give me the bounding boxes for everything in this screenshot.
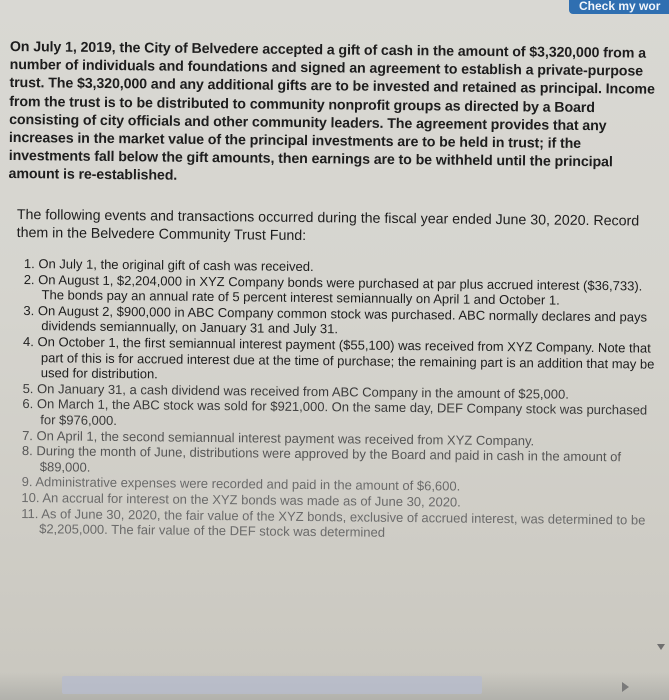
event-item: 4. On October 1, the first semiannual interest payment ($55,100) was received from XYZ Company. Note that part of this is for accrued interest due at the time of purchase; the remaining part is an addition that may be used for distribution. — [23, 333, 655, 382]
event-item: 10. An accrual for interest on the XYZ bonds was made as of June 30, 2020. — [21, 489, 461, 510]
event-item: 3. On August 2, $900,000 in ABC Company common stock was purchased. ABC normally declares and pays dividends semiannually, on January 31 and July 31. — [23, 302, 648, 337]
next-arrow-icon[interactable] — [622, 682, 629, 692]
event-item: 1. On July 1, the original gift of cash was received. — [23, 256, 314, 275]
event-item: 8. During the month of June, distributions were approved by the Board and paid in cash in the amount of $89,000. — [21, 443, 622, 475]
problem-question: The following events and transactions occurred during the fiscal year ended June 30, 2020. Record them in the Belvedere Community Trust Fund: — [16, 206, 640, 244]
event-item: 6. On March 1, the ABC stock was sold for $921,000. On the same day, DEF Company stock was purchased for $976,000. — [22, 396, 648, 428]
event-item: 9. Administrative expenses were recorded and paid in the amount of $6,600. — [21, 474, 461, 494]
event-item: 5. On January 31, a cash dividend was received from ABC Company in the amount of $25,000. — [22, 380, 569, 402]
problem-text — [8, 38, 660, 540]
event-item: 2. On August 1, $2,204,000 in XYZ Company bonds were purchased at par plus accrued interest ($36,733). The bonds pay an annual rate of 5 percent interest semiannually on April 1 and October 1. — [23, 271, 643, 308]
event-item: 7. On April 1, the second semiannual interest payment was received from XYZ Company. — [22, 427, 535, 448]
bottom-input-field[interactable] — [62, 676, 482, 694]
event-item: 11. As of June 30, 2020, the fair value of the XYZ bonds, exclusive of accrued interest, was determined to be $2,205,000. The fair value of the DEF stock was determined — [21, 505, 646, 540]
event-list — [21, 256, 660, 543]
bottom-bar — [0, 672, 669, 700]
check-my-work-button[interactable]: Check my wor — [569, 0, 669, 14]
problem-intro: On July 1, 2019, the City of Belvedere accepted a gift of cash in the amount of $3,320,000 from a number of individuals and foundations and signed an agreement to establish a private-purpose trust. The $3,320,000 and any additional gifts are to be invested and retained as principal. Income from the trust is to be distributed to community nonprofit groups as directed by a Board consisting of city officials and other community leaders. The agreement provides that any increases in the market value of the principal investments are to be held in trust; if the investments fall below the gift amounts, then earnings are to be withheld until the principal amount is re-established. — [8, 38, 655, 185]
scroll-down-icon[interactable] — [657, 644, 665, 650]
